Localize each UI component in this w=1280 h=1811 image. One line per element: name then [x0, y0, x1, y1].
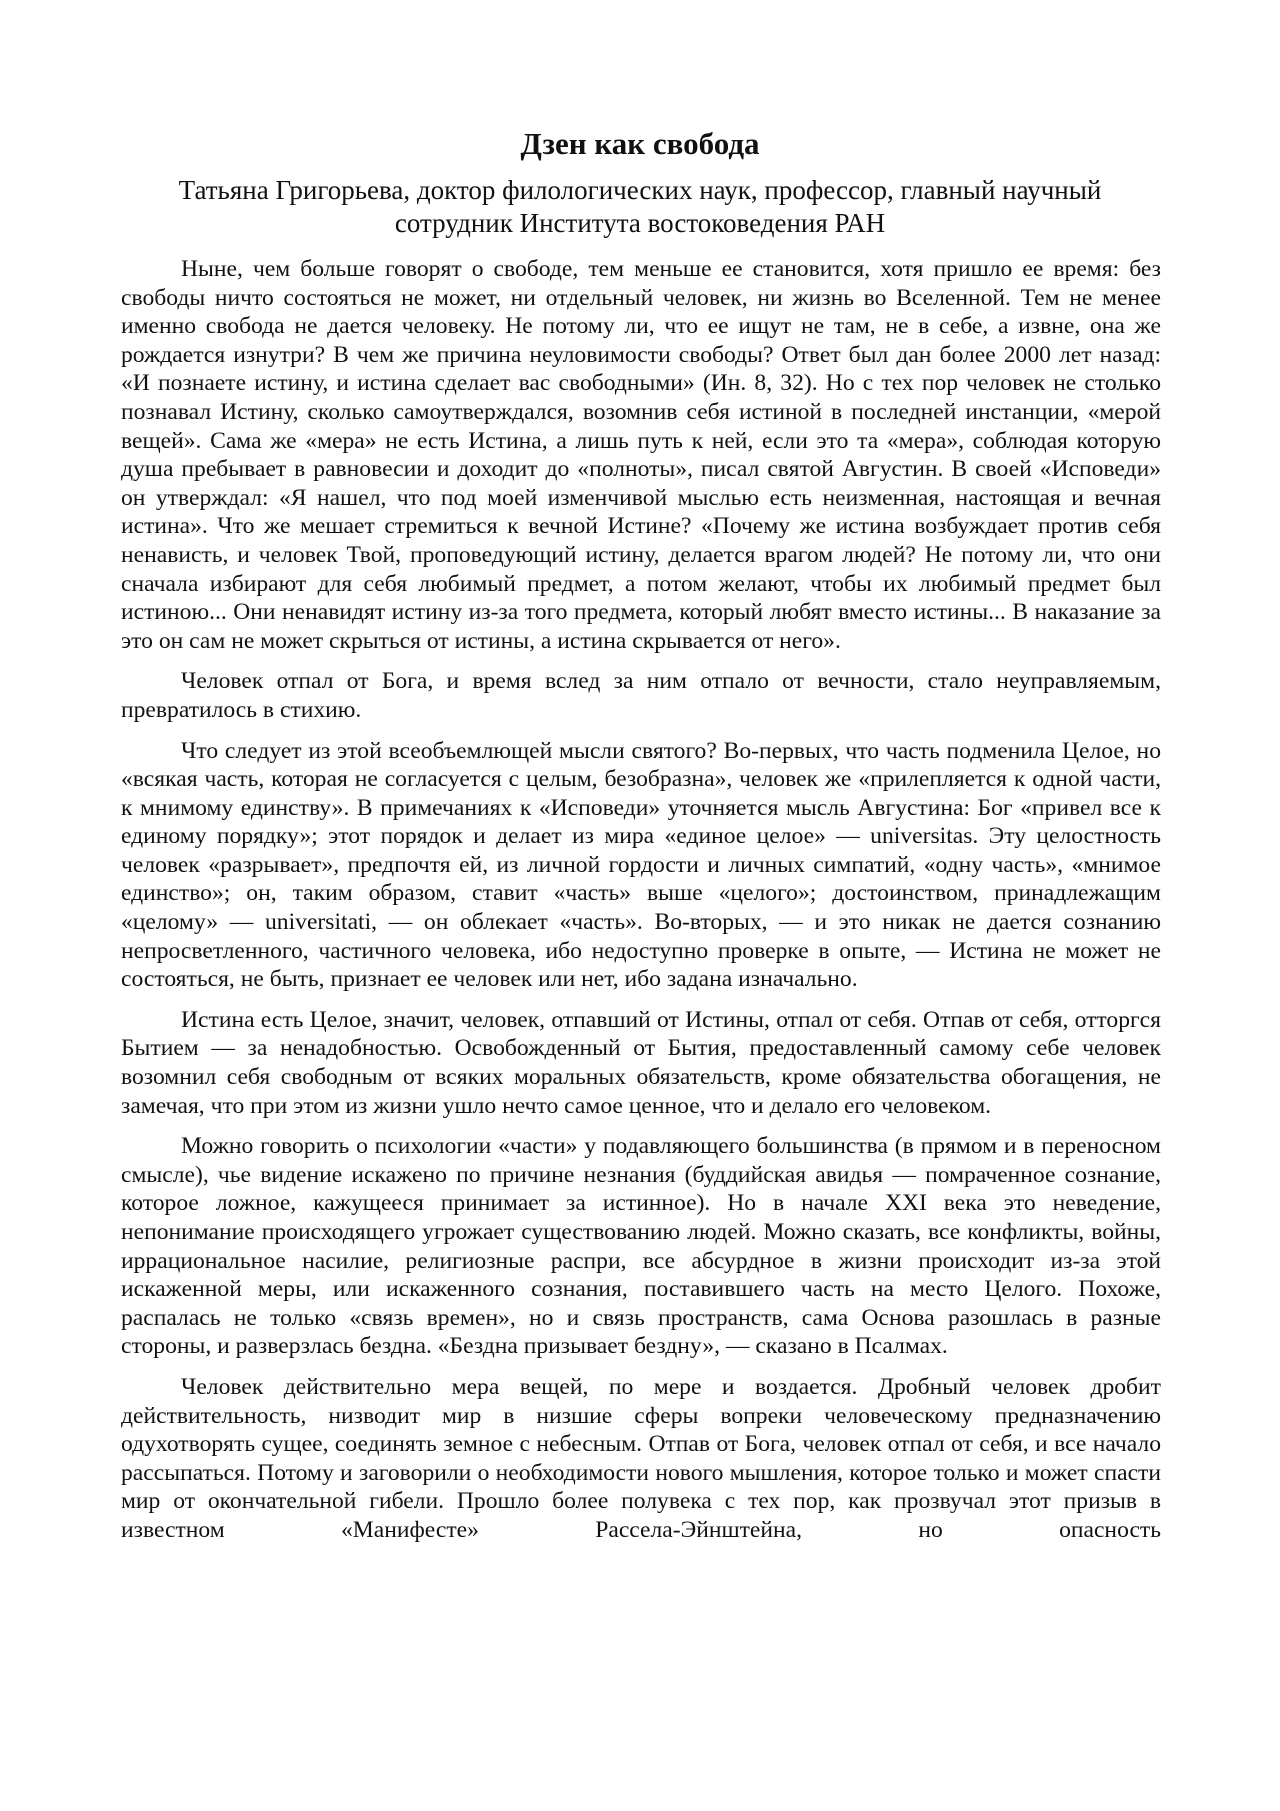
paragraph: Можно говорить о психологии «части» у подавляющего большинства (в прямом и в переносном смысле), чье видение искажено по причине незнания (буддийская авидья — помраченное сознание, которое ложное, кажущееся принимает за истинное). Но в начале XXI века это неведение, непонимание происходящего угрожает существованию людей. Можно сказать, все конфликты, войны, иррациональное насилие, религиозные распри, все абсурдное в жизни происходит из-за этой искаженной меры, или искаженного сознания, поставившего часть на место Целого. Похоже, распалась не только «связь времен», но и связь пространств, сама Основа разошлась в разные стороны, и разверзлась бездна. «Бездна призывает бездну», — сказано в Псалмах.	[121, 1133, 1161, 1360]
paragraph: Истина есть Целое, значит, человек, отпавший от Истины, отпал от себя. Отпав от себя, отторгся Бытием — за ненадобностью. Освобожденный от Бытия, предоставленный самому себе человек возомнил себя свободным от всяких моральных обязательств, кроме обязательства обогащения, не замечая, что при этом из жизни ушло нечто самое ценное, что и делало его человеком.	[121, 1006, 1161, 1119]
author-byline: Татьяна Григорьева, доктор филологических наук, профессор, главный научный сотрудник Института востоковедения РАН	[178, 175, 1102, 238]
paragraph: Человек отпал от Бога, и время вслед за ним отпало от вечности, стало неуправляемым, превратилось в стихию.	[121, 668, 1161, 723]
paragraph: Человек действительно мера вещей, по мере и воздается. Дробный человек дробит действительность, низводит мир в низшие сферы вопреки человеческому предназначению одухотворять сущее, соединять земное с небесным. Отпав от Бога, человек отпал от себя, и все начало рассыпаться. Потому и заговорили о необходимости нового мышления, которое только и может спасти мир от окончательной гибели. Прошло более полувека с тех пор, как прозвучал этот призыв в известном «Манифесте» Рассела-Эйнштейна, но опасность	[121, 1373, 1161, 1543]
document-title: Дзен как свобода	[520, 126, 760, 161]
paragraph: Ныне, чем больше говорят о свободе, тем меньше ее становится, хотя пришло ее время: без свободы ничто состояться не может, ни отдельный человек, ни жизнь во Вселенной. Тем не менее именно свобода не дается человеку. Не потому ли, что ее ищут не там, не в себе, а извне, она же рождается изнутри? В чем же причина неуловимости свободы? Ответ был дан более 2000 лет назад: «И познаете истину, и истина сделает вас свободными» (Ин. 8, 32). Но с тех пор человек не столько познавал Истину, сколько самоутверждался, возомнив себя истиной в последней инстанции, «мерой вещей». Сама же «мера» не есть Истина, а лишь путь к ней, если это та «мера», соблюдая которую душа пребывает в равновесии и доходит до «полноты», писал святой Августин. В своей «Исповеди» он утверждал: «Я нашел, что под моей изменчивой мыслью есть неизменная, настоящая и вечная истина». Что же мешает стремиться к вечной Истине? «Почему же истина возбуждает против себя ненависть, и человек Твой, проповедующий истину, делается врагом людей? Не потому ли, что они сначала избирают для себя любимый предмет, а потом желают, чтобы их любимый предмет был истиною... Они ненавидят истину из-за того предмета, который любят вместо истины... В наказание за это он сам не может скрыться от истины, а истина скрывается от него».	[121, 256, 1161, 654]
paragraph: Что следует из этой всеобъемлющей мысли святого? Во-первых, что часть подменила Целое, но «всякая часть, которая не согласуется с целым, безобразна», человек же «прилепляется к одной части, к мнимому единству». В примечаниях к «Исповеди» уточняется мысль Августина: Бог «привел все к единому порядку»; этот порядок и делает из мира «единое целое» — universitas. Эту целостность человек «разрывает», предпочтя ей, из личной гордости и личных симпатий, «одну часть», «мнимое единство»; он, таким образом, ставит «часть» выше «целого»; достоинством, принадлежащим «целому» — universitati, — он облекает «часть». Во-вторых, — и это никак не дается сознанию непросветленного, частичного человека, ибо недоступно проверке в опыте, — Истина не может не состояться, не быть, признает ее человек или нет, ибо задана изначально.	[121, 737, 1161, 993]
article-body	[121, 255, 1161, 1545]
